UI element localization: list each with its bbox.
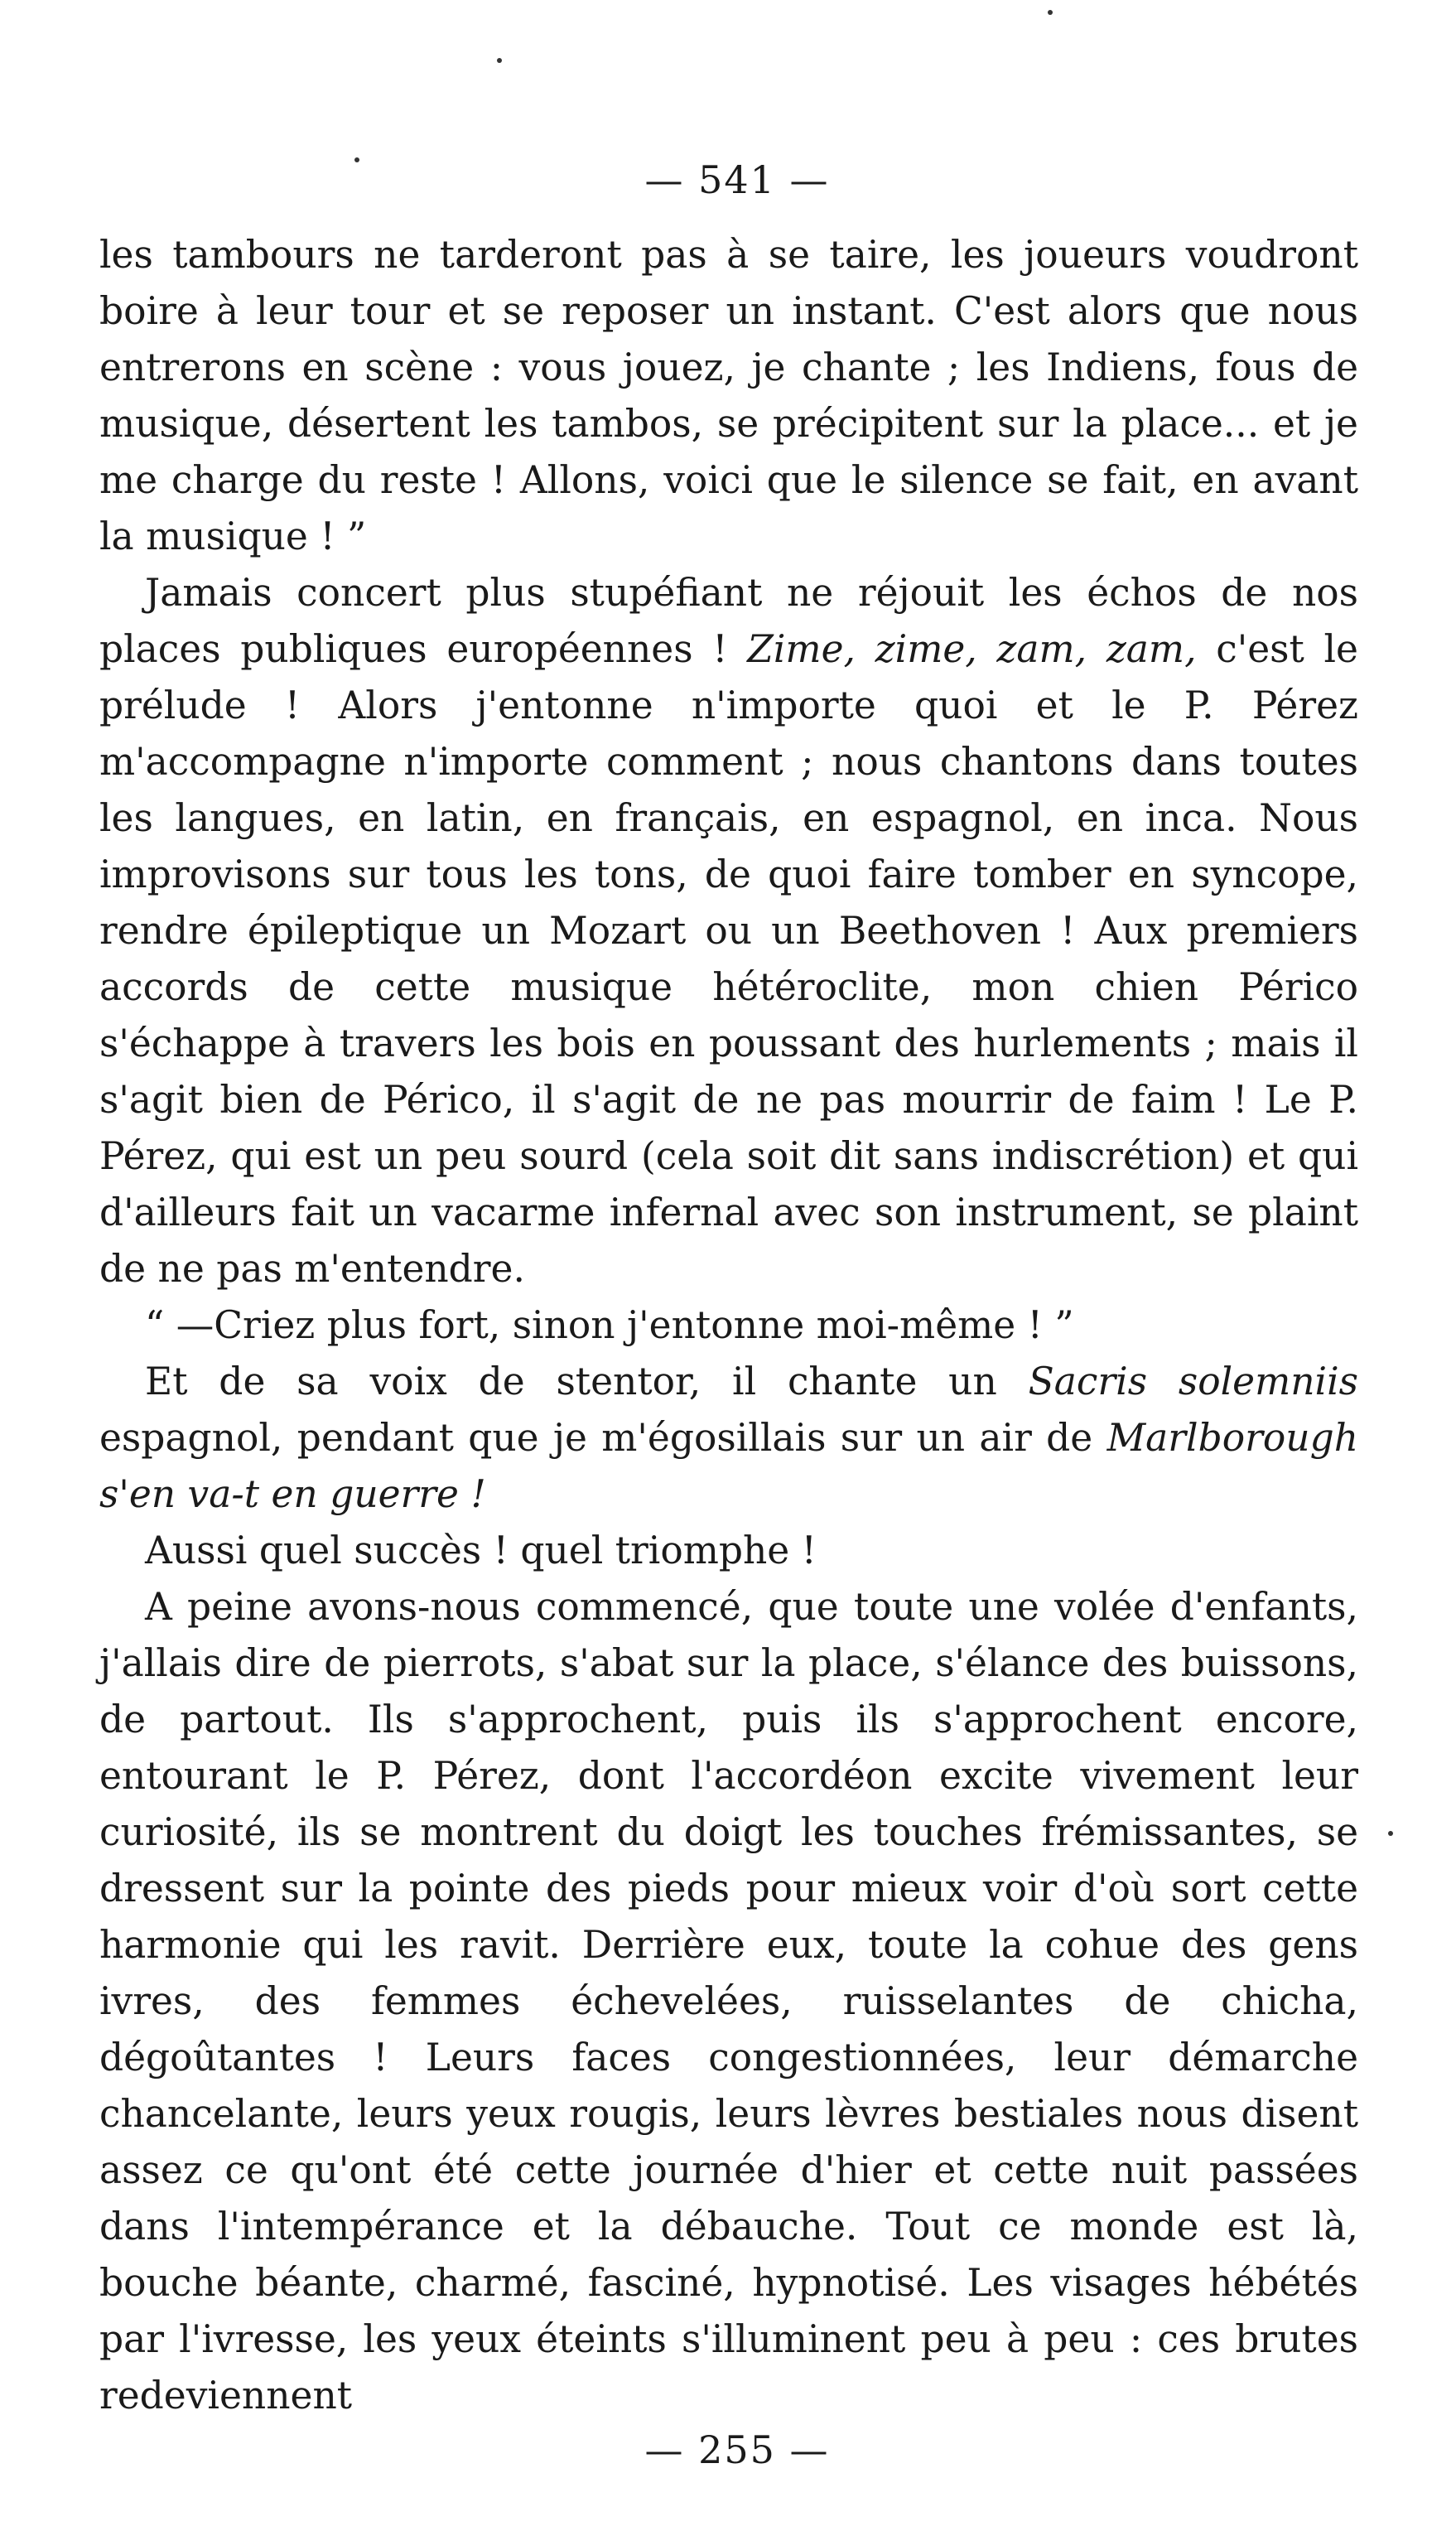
paragraph-2 <box>99 565 1358 1297</box>
paragraph-1 <box>99 227 1358 565</box>
speck-mark <box>1048 10 1053 15</box>
page-number-bottom: — 255 — <box>644 2427 830 2472</box>
paragraph-text: Et de sa voix de stentor, il chante un <box>145 1360 1029 1403</box>
paragraph-5 <box>99 1523 1358 1579</box>
paragraph-text: Jamais concert plus stupéfiant ne réjouit les échos de nos places publiques européennes ! <box>99 571 1358 671</box>
paragraph-text: espagnol, pendant que je m'égosillais sur un air de <box>99 1416 1107 1460</box>
paragraph-text: “ —Criez plus fort, sinon j'entonne moi-même ! ” <box>145 1303 1074 1347</box>
paragraph-4 <box>99 1354 1358 1523</box>
document-page <box>99 157 1358 2472</box>
speck-mark <box>1388 1831 1393 1836</box>
italic-phrase: Marlborough s'en va-t en guerre ! <box>99 1416 1358 1516</box>
paragraph-6 <box>99 1579 1358 2424</box>
body-text <box>99 227 1358 2424</box>
speck-mark <box>354 157 359 162</box>
paragraph-3 <box>99 1297 1358 1354</box>
paragraph-text: les tambours ne tarderont pas à se taire, les joueurs voudront boire à leur tour et se reposer un instant. C'est alors que nous entrerons en scène : vous jouez, je chante ; les Indiens, fous de musique, désertent les tambos, se précipitent sur la place... et je me charge du reste ! Allons, voici que le silence se fait, en avant la musique ! ” <box>99 233 1358 558</box>
speck-mark <box>497 58 502 63</box>
paragraph-text: Aussi quel succès ! quel triomphe ! <box>145 1529 817 1572</box>
italic-phrase: Zime, zime, zam, zam, <box>747 627 1197 671</box>
paragraph-text: A peine avons-nous commencé, que toute une volée d'enfants, j'allais dire de pierrots, s'abat sur la place, s'élance des buissons, de partout. Ils s'approchent, puis ils s'approchent encore, entourant le P. Pérez, dont l'accordéon excite vivement leur curiosité, ils se montrent du doigt les touches frémissantes, se dressent sur la pointe des pieds pour mieux voir d'où sort cette harmonie qui les ravit. Derrière eux, toute la cohue des gens ivres, des femmes échevelées, ruisselantes de chicha, dégoûtantes ! Leurs faces congestionnées, leur démarche chancelante, leurs yeux rougis, leurs lèvres bestiales nous disent assez ce qu'ont été cette journée d'hier et cette nuit passées dans l'intempérance et la débauche. Tout ce monde est là, bouche béante, charmé, fasciné, hypnotisé. Les visages hébétés par l'ivresse, les yeux éteints s'illuminent peu à peu : ces brutes redeviennent <box>99 1585 1358 2417</box>
paragraph-text: c'est le prélude ! Alors j'entonne n'importe quoi et le P. Pérez m'accompagne n'importe comment ; nous chantons dans toutes les langues, en latin, en français, en espagnol, en inca. Nous improvisons sur tous les tons, de quoi faire tomber en syncope, rendre épileptique un Mozart ou un Beethoven ! Aux premiers accords de cette musique hétéroclite, mon chien Périco s'échappe à travers les bois en poussant des hurlements ; mais il s'agit bien de Périco, il s'agit de ne pas mourrir de faim ! Le P. Pérez, qui est un peu sourd (cela soit dit sans indiscrétion) et qui d'ailleurs fait un vacarme infernal avec son instrument, se plaint de ne pas m'entendre. <box>99 627 1358 1291</box>
page-number-top: — 541 — <box>644 157 830 202</box>
italic-phrase: Sacris solemniis <box>1028 1360 1358 1403</box>
